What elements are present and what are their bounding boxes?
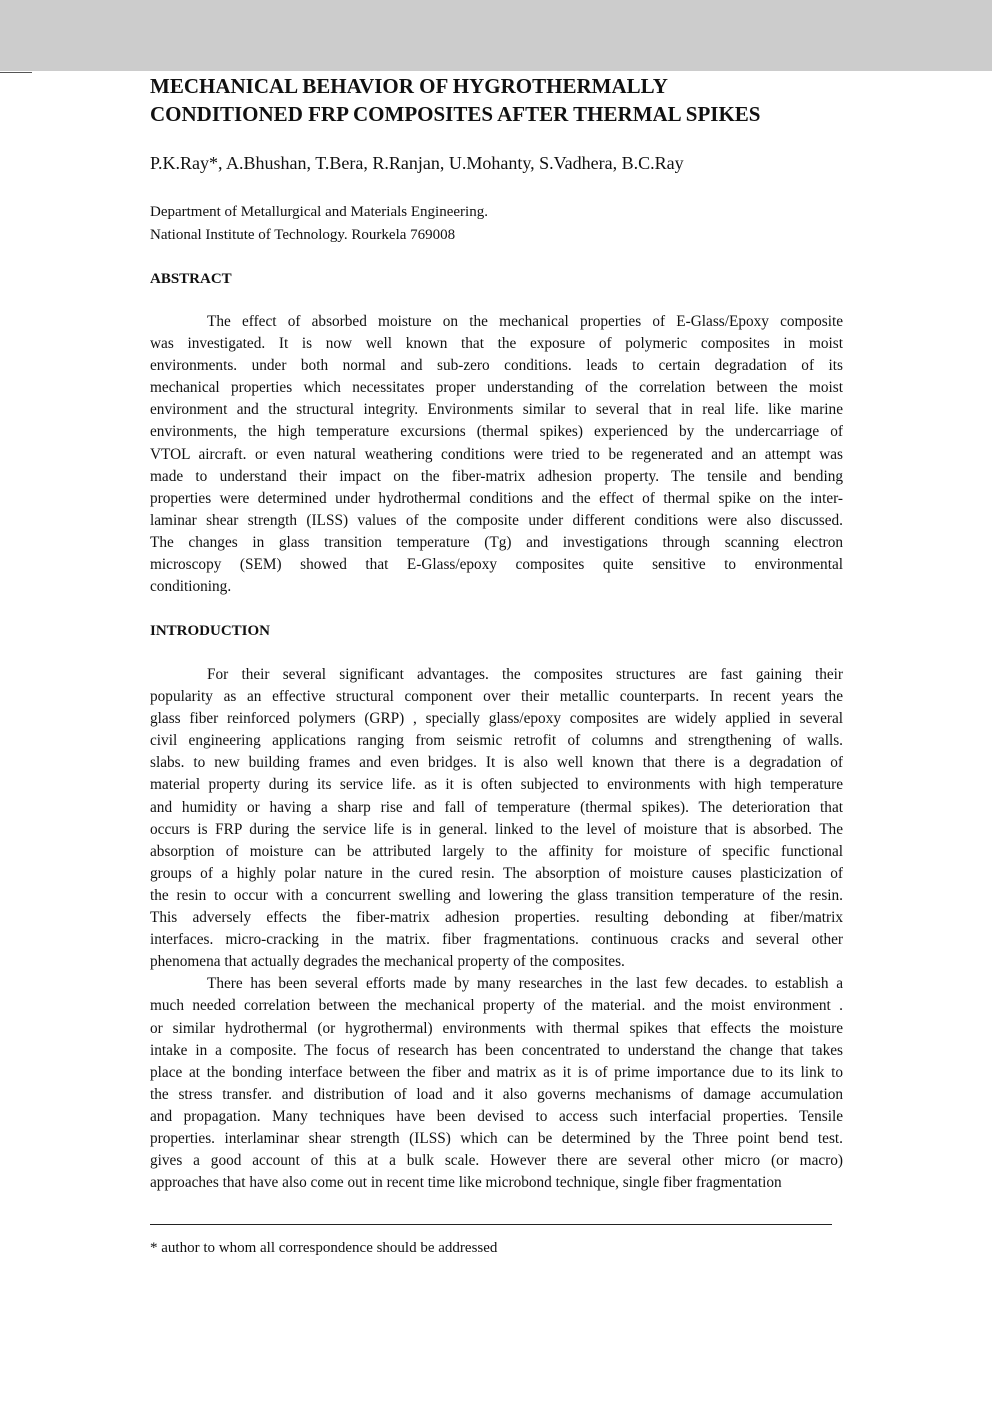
text-line: the resin to occur with a concurrent swelling and lowering the glass transition temperature of the resin. [150,886,843,904]
text-line: environments, the high temperature excursions (thermal spikes) experienced by the undercarriage of [150,423,843,441]
text-line: environments. under both normal and sub-zero conditions. leads to certain degradation of its [150,357,843,375]
text-line: much needed correlation between the mechanical property of the material. and the moist environment . [150,997,843,1015]
text-line: conditioning. [150,578,232,596]
page-edge-mark [0,72,32,73]
abstract-heading: ABSTRACT [150,271,232,287]
affiliation-line: National Institute of Technology. Rourkela 769008 [150,227,456,243]
text-line: laminar shear strength (ILSS) values of the composite under different conditions were also discussed. [150,511,843,529]
title-line: CONDITIONED FRP COMPOSITES AFTER THERMAL SPIKES [150,102,761,126]
text-line: glass fiber reinforced polymers (GRP) , specially glass/epoxy composites are widely applied in several [150,710,843,728]
text-line: The changes in glass transition temperature (Tg) and investigations through scanning electron [150,533,843,551]
text-line: place at the bonding interface between the fiber and matrix as it is of prime importance due to its link to [150,1063,843,1081]
text-line: was investigated. It is now well known that the exposure of polymeric composites in moist [150,335,843,353]
paragraph [150,664,843,973]
paper-title [150,72,760,128]
footnote: * author to whom all correspondence should be addressed [150,1240,498,1256]
text-line: or similar hydrothermal (or hygrothermal) environments with thermal spikes that effects the moisture [150,1019,843,1037]
text-line: This adversely effects the fiber-matrix adhesion properties. resulting debonding at fiber/matrix [150,909,843,927]
text-line: phenomena that actually degrades the mechanical property of the composites. [150,953,625,971]
text-line: absorption of moisture can be attributed largely to the affinity for moisture of specific functional [150,842,843,860]
text-line: and humidity or having a sharp rise and fall of temperature (thermal spikes). The deterioration that [150,798,843,816]
text-line: civil engineering applications ranging from seismic retrofit of columns and strengthening of walls. [150,732,843,750]
title-line: MECHANICAL BEHAVIOR OF HYGROTHERMALLY [150,74,668,98]
viewer-top-bar [0,0,992,71]
text-line: material property during its service life. as it is often subjected to environments with high temperature [150,776,843,794]
paragraph [150,973,843,1194]
text-line: The effect of absorbed moisture on the mechanical properties of E-Glass/Epoxy composite [207,313,843,330]
text-line: interfaces. micro-cracking in the matrix. fiber fragmentations. continuous cracks and several other [150,931,843,949]
text-line: microscopy (SEM) showed that E-Glass/epoxy composites quite sensitive to environmental [150,556,843,574]
affiliation-line: Department of Metallurgical and Materials Engineering. [150,204,488,220]
text-line: approaches that have also come out in recent time like microbond technique, single fiber fragmentation [150,1174,782,1192]
text-line: properties. interlaminar shear strength (ILSS) which can be determined by the Three point bend test. [150,1129,843,1147]
introduction-body [150,664,843,1194]
text-line: mechanical properties which necessitates proper understanding of the correlation between the moist [150,379,843,397]
text-line: VTOL aircraft. or even natural weathering conditions were tried to be regenerated and an attempt was [150,445,843,463]
abstract-body [150,311,843,598]
text-line: the stress transfer. and distribution of load and it also governs mechanisms of damage accumulation [150,1085,843,1103]
authors: P.K.Ray*, A.Bhushan, T.Bera, R.Ranjan, U.Mohanty, S.Vadhera, B.C.Ray [150,153,684,173]
text-line: popularity as an effective structural component over their metallic counterparts. In recent years the [150,688,843,706]
affiliation [150,201,488,247]
text-line: and propagation. Many techniques have been devised to access such interfacial properties. Tensile [150,1107,843,1125]
text-line: groups of a highly polar nature in the cured resin. The absorption of moisture causes plasticization of [150,864,843,882]
text-line: occurs is FRP during the service life is in general. linked to the level of moisture that is absorbed. The [150,820,843,838]
introduction-heading: INTRODUCTION [150,623,271,639]
text-line: slabs. to new building frames and even bridges. It is also well known that there is a degradation of [150,754,843,772]
text-line: There has been several efforts made by many researches in the last few decades. to establish a [207,975,843,993]
text-line: environment and the structural integrity. Environments similar to several that in real life. like marine [150,401,843,419]
text-line: For their several significant advantages. the composites structures are fast gaining their [207,666,843,683]
text-line: intake in a composite. The focus of research has been concentrated to understand the change that takes [150,1041,843,1059]
text-line: properties were determined under hydrothermal conditions and the effect of thermal spike on the inter- [150,489,843,507]
text-line: gives a good account of this at a bulk scale. However there are several other micro (or macro) [150,1152,843,1170]
text-line: made to understand their impact on the fiber-matrix adhesion property. The tensile and bending [150,467,843,485]
footnote-rule [150,1224,832,1225]
